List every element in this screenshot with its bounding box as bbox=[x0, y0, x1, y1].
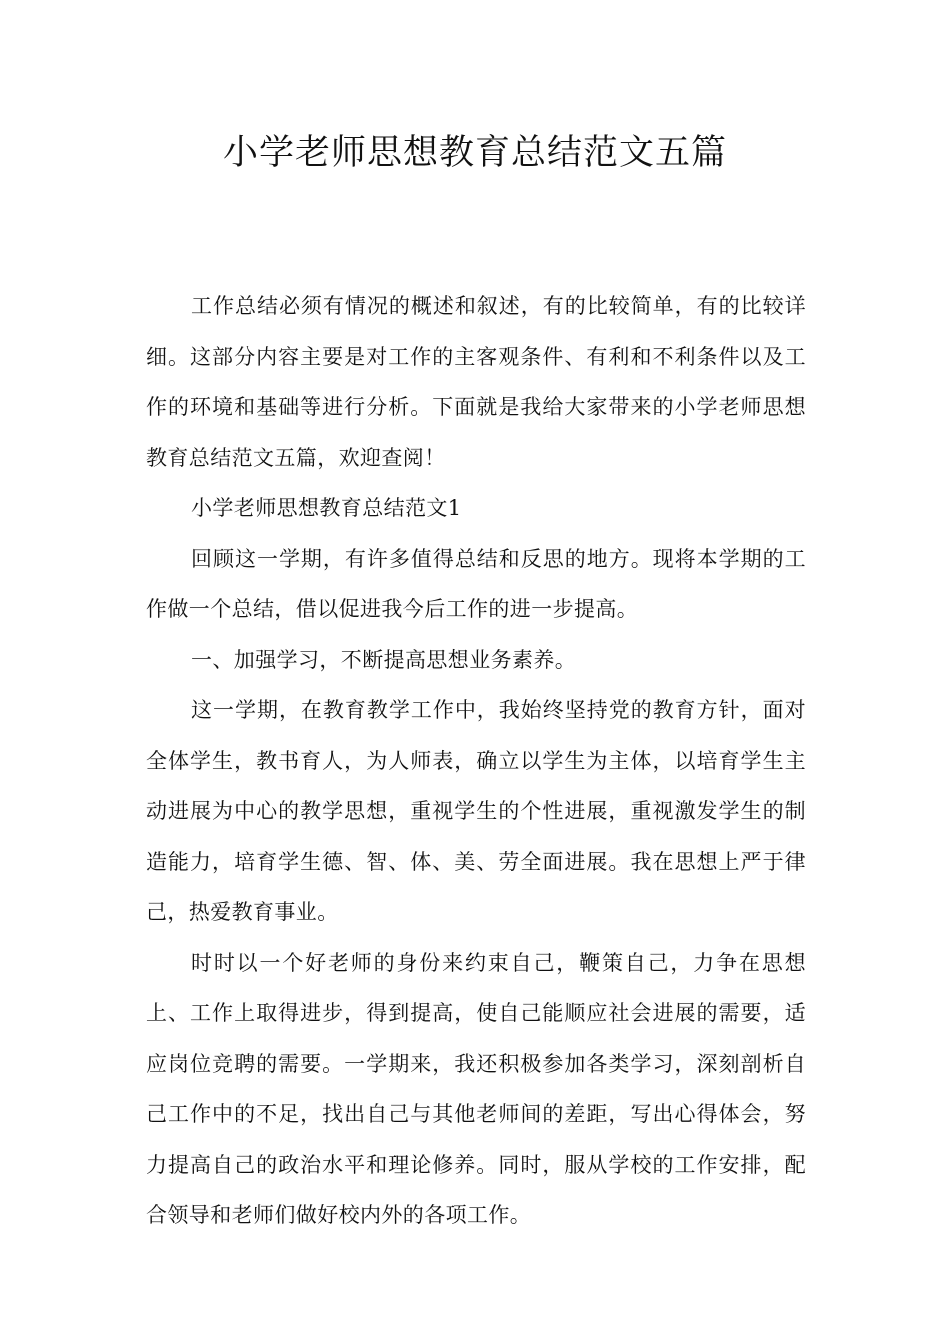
document-title: 小学老师思想教育总结范文五篇 bbox=[222, 133, 727, 173]
review-paragraph: 回顾这一学期，有许多值得总结和反思的地方。现将本学期的工作做一个总结，借以促进我今后工作的进一步提高。 bbox=[146, 546, 806, 621]
section-heading: 小学老师思想教育总结范文1 bbox=[191, 496, 462, 520]
body-paragraph: 这一学期，在教育教学工作中，我始终坚持党的教育方针，面对全体学生，教书育人，为人师表，确立以学生为主体，以培育学生主动进展为中心的教学思想，重视学生的个性进展，重视激发学生的制造能力，培育学生德、智、体、美、劳全面进展。我在思想上严于律己，热爱教育事业。 bbox=[146, 698, 806, 924]
document-body bbox=[146, 281, 806, 1241]
body-paragraph: 时时以一个好老师的身份来约束自己，鞭策自己，力争在思想上、工作上取得进步，得到提高，使自己能顺应社会进展的需要，适应岗位竞聘的需要。一学期来，我还积极参加各类学习，深刻剖析自己工作中的不足，找出自己与其他老师间的差距，写出心得体会，努力提高自己的政治水平和理论修养。同时，服从学校的工作安排，配合领导和老师们做好校内外的各项工作。 bbox=[146, 950, 806, 1227]
intro-paragraph: 工作总结必须有情况的概述和叙述，有的比较简单，有的比较详细。这部分内容主要是对工作的主客观条件、有利和不利条件以及工作的环境和基础等进行分析。下面就是我给大家带来的小学老师思想教育总结范文五篇，欢迎查阅！ bbox=[146, 294, 806, 470]
subsection-heading: 一、加强学习，不断提高思想业务素养。 bbox=[191, 647, 577, 672]
